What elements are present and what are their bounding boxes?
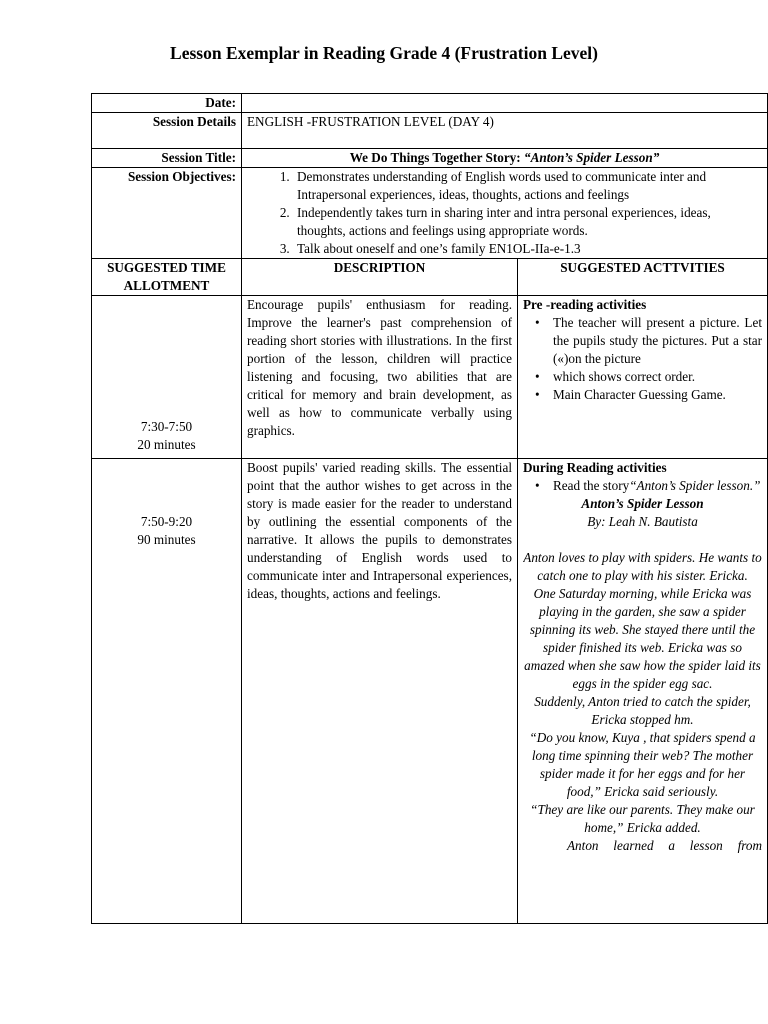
objectives-label: Session Objectives:: [92, 168, 242, 259]
story-paragraph: Suddenly, Anton tried to catch the spider, Ericka stopped hm.: [534, 694, 751, 727]
date-value: [242, 94, 768, 113]
session-title-row: [92, 149, 768, 168]
session-title-label: Session Title:: [92, 149, 242, 168]
time-cell: [92, 296, 242, 459]
story-paragraph: Anton loves to play with spiders. He wants to catch one to play with his sister. Ericka.: [523, 550, 762, 583]
read-story-prefix: Read the story: [553, 478, 630, 493]
story-last-line: Anton learned a lesson from: [567, 838, 762, 853]
time-duration: 20 minutes: [137, 437, 196, 452]
objective-item: 1. Demonstrates understanding of English words used to communicate inter and Intrapersonal experiences, ideas, thoughts, actions and feelings: [293, 168, 762, 204]
time-range: 7:30-7:50: [140, 419, 193, 434]
column-header-description: DESCRIPTION: [242, 259, 518, 296]
lesson-table: [91, 93, 768, 924]
objective-item: 2. Independently takes turn in sharing inter and intra personal experiences, ideas, thoughts, actions and feelings using appropriate words.: [293, 204, 762, 240]
session-title-value: [242, 149, 768, 168]
objectives-row: [92, 168, 768, 259]
activities-cell: [518, 459, 768, 924]
time-cell: [92, 459, 242, 924]
activities-content: [523, 459, 762, 919]
story-paragraph: “Do you know, Kuya , that spiders spend a long time spinning their web? The mother spider made it for her eggs and for her food,” Ericka said seriously.: [529, 730, 756, 799]
column-header-time: SUGGESTED TIME ALLOTMENT: [92, 259, 242, 296]
document-title: Lesson Exemplar in Reading Grade 4 (Frustration Level): [170, 43, 598, 63]
read-story-title: “Anton’s Spider lesson.”: [629, 478, 761, 493]
activity-item-continuation: [553, 368, 762, 386]
activity-item: [553, 477, 762, 495]
story-paragraph: One Saturday morning, while Ericka was playing in the garden, she saw a spider spinning its web. She stayed there until the spider finished its web. Ericka was so amazed when she saw how the spider laid its eggs in the spider egg sac.: [524, 586, 761, 691]
session-title-prefix: We Do Things Together Story:: [349, 150, 524, 165]
activity-heading: Pre -reading activities: [523, 297, 647, 312]
story-text: [523, 495, 762, 855]
activity-list: [523, 314, 762, 404]
time-range: 7:50-9:20: [140, 514, 193, 529]
column-header-activities: SUGGESTED ACTTVITIES: [518, 259, 768, 296]
column-header-row: [92, 259, 768, 296]
table-row: [92, 459, 768, 924]
objectives-list: [247, 168, 762, 258]
date-row: [92, 94, 768, 113]
activity-item: • Main Character Guessing Game.: [553, 386, 762, 404]
story-spacer: [523, 531, 762, 549]
objectives-cell: [242, 168, 768, 259]
table-row: [92, 296, 768, 459]
description-cell: Boost pupils' varied reading skills. The essential point that the author wishes to get across in the story is made easier for the reader to understand by outlining the essential components of the narrative. It allows the pupils to demonstrates understanding of English words used to communicate inter and Intrapersonal experiences, ideas, thoughts, actions and feelings.: [242, 459, 518, 924]
activities-cell: [518, 296, 768, 459]
time-block: [97, 513, 236, 549]
time-duration: 90 minutes: [137, 532, 196, 547]
date-label: Date:: [92, 94, 242, 113]
session-details-label: Session Details: [92, 113, 242, 149]
description-cell: Encourage pupils' enthusiasm for reading. Improve the learner's past comprehension of reading short stories with illustrations. In the first portion of the lesson, children will practice listening and focusing, two abilities that are critical for memory and brain development, as well as how to communicate verbally using graphics.: [242, 296, 518, 459]
story-title: Anton’s Spider Lesson: [581, 496, 704, 511]
session-details-row: [92, 113, 768, 149]
time-block: [92, 418, 241, 454]
activity-item: • The teacher will present a picture. Let the pupils study the pictures. Put a star («)on the picture: [553, 314, 762, 368]
session-title-story: “Anton’s Spider Lesson”: [523, 150, 660, 165]
session-details-value: ENGLISH -FRUSTRATION LEVEL (DAY 4): [242, 113, 768, 149]
story-author: By: Leah N. Bautista: [587, 514, 698, 529]
objective-item: 3. Talk about oneself and one’s family EN1OL-IIa-e-1.3: [293, 240, 762, 258]
story-paragraph: “They are like our parents. They make our home,” Ericka added.: [530, 802, 755, 835]
activity-heading: During Reading activities: [523, 460, 667, 475]
activity-continuation-text: which shows correct order.: [553, 369, 696, 384]
activity-list: [523, 477, 762, 495]
